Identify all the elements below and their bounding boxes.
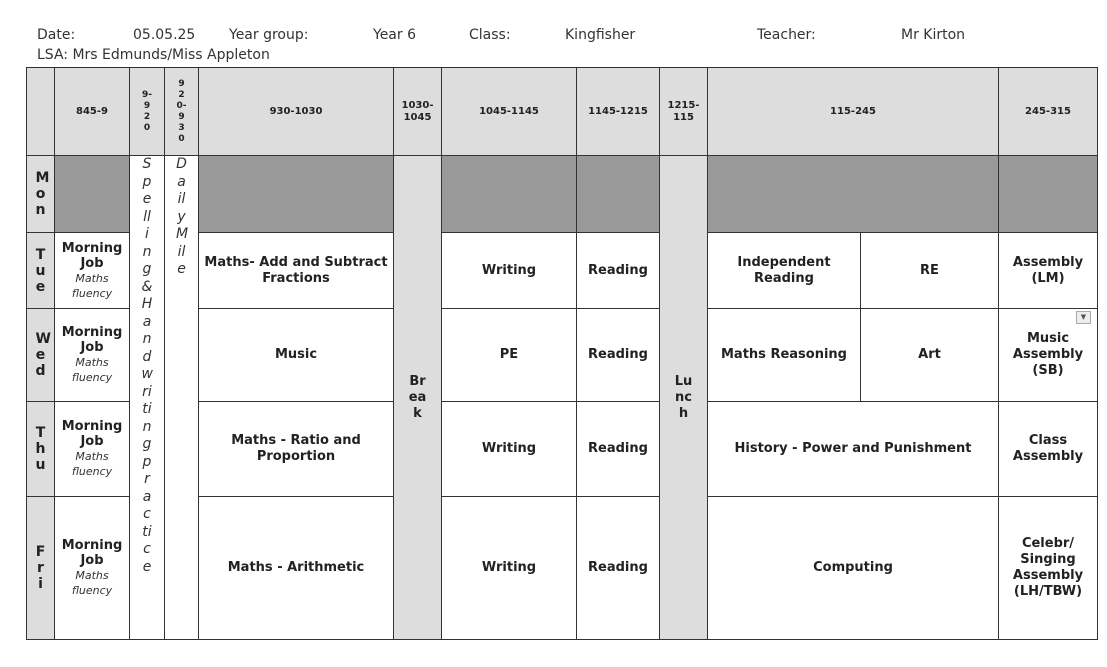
day-label-wed: Wed — [27, 309, 55, 402]
lesson-wed-930[interactable]: Music — [199, 309, 394, 402]
class-value: Kingfisher — [565, 27, 636, 43]
morning-job-fri[interactable]: Morning Job Maths fluency — [55, 497, 130, 640]
time-slot-115-245[interactable]: 115-245 — [708, 68, 999, 156]
lesson-tue-1045[interactable]: Writing — [442, 233, 577, 309]
teacher-value: Mr Kirton — [901, 27, 966, 43]
lesson-tue-1145[interactable]: Reading — [577, 233, 660, 309]
lesson-fri-930[interactable]: Maths - Arithmetic — [199, 497, 394, 640]
lesson-fri-245[interactable]: Celebr/ Singing Assembly (LH/TBW) — [999, 497, 1098, 640]
time-slot-1145-1215[interactable]: 1145-1215 — [577, 68, 660, 156]
lesson-thu-245[interactable]: Class Assembly — [999, 402, 1098, 497]
morning-job-thu[interactable]: Morning Job Maths fluency — [55, 402, 130, 497]
break-cell: Break — [394, 156, 442, 640]
day-label-thu: Thu — [27, 402, 55, 497]
lesson-fri-115[interactable]: Computing — [708, 497, 999, 640]
lesson-wed-1045[interactable]: PE — [442, 309, 577, 402]
day-label-tue: Tue — [27, 233, 55, 309]
time-slot-845-9[interactable]: 845-9 — [55, 68, 130, 156]
lesson-fri-1045[interactable]: Writing — [442, 497, 577, 640]
lesson-wed-115b[interactable]: Art — [861, 309, 999, 402]
lesson-tue-115b[interactable]: RE — [861, 233, 999, 309]
time-slot-1215-115[interactable]: 1215-115 — [660, 68, 708, 156]
timetable — [26, 67, 1098, 640]
mon-1145-cell[interactable] — [577, 156, 660, 233]
time-slot-1045-1145[interactable]: 1045-1145 — [442, 68, 577, 156]
lesson-tue-930[interactable]: Maths- Add and Subtract Fractions — [199, 233, 394, 309]
mon-845-cell[interactable] — [55, 156, 130, 233]
lesson-fri-1145[interactable]: Reading — [577, 497, 660, 640]
corner-cell — [27, 68, 55, 156]
spelling-handwriting-cell[interactable]: Spelling&Handwriting practice — [130, 156, 165, 640]
time-slot-920-930[interactable]: 920-930 — [165, 68, 199, 156]
year-group-value: Year 6 — [373, 27, 416, 43]
lesson-thu-115[interactable]: History - Power and Punishment — [708, 402, 999, 497]
mon-115-cell[interactable] — [708, 156, 999, 233]
day-row-mon — [27, 156, 1098, 233]
mon-245-cell[interactable] — [999, 156, 1098, 233]
date-label: Date: — [37, 27, 76, 43]
lesson-wed-115a[interactable]: Maths Reasoning — [708, 309, 861, 402]
mon-930-cell[interactable] — [199, 156, 394, 233]
lesson-wed-245[interactable] — [999, 309, 1098, 402]
mon-1045-cell[interactable] — [442, 156, 577, 233]
lesson-tue-245[interactable]: Assembly (LM) — [999, 233, 1098, 309]
time-slot-930-1030[interactable]: 930-1030 — [199, 68, 394, 156]
time-header-row — [27, 68, 1098, 156]
year-group-label: Year group: — [229, 27, 309, 43]
lesson-wed-245-text: Music Assembly (SB) — [1012, 331, 1084, 378]
daily-mile-cell[interactable]: DailyMile — [165, 156, 199, 640]
lesson-tue-115a[interactable]: Independent Reading — [708, 233, 861, 309]
time-slot-9-920[interactable]: 9-920 — [130, 68, 165, 156]
day-label-mon: Mon — [27, 156, 55, 233]
date-value: 05.05.25 — [133, 27, 196, 43]
lesson-thu-1145[interactable]: Reading — [577, 402, 660, 497]
teacher-label: Teacher: — [757, 27, 816, 43]
lunch-cell: Lunch — [660, 156, 708, 640]
morning-job-tue[interactable]: Morning Job Maths fluency — [55, 233, 130, 309]
day-label-fri: Fri — [27, 497, 55, 640]
lesson-wed-1145[interactable]: Reading — [577, 309, 660, 402]
lesson-thu-1045[interactable]: Writing — [442, 402, 577, 497]
dropdown-arrow-icon[interactable]: ▼ — [1076, 311, 1091, 324]
lesson-thu-930[interactable]: Maths - Ratio and Proportion — [199, 402, 394, 497]
time-slot-245-315[interactable]: 245-315 — [999, 68, 1098, 156]
lsa-line: LSA: Mrs Edmunds/Miss Appleton — [37, 47, 270, 63]
class-label: Class: — [469, 27, 511, 43]
morning-job-wed[interactable]: Morning Job Maths fluency — [55, 309, 130, 402]
time-slot-1030-1045[interactable]: 1030-1045 — [394, 68, 442, 156]
